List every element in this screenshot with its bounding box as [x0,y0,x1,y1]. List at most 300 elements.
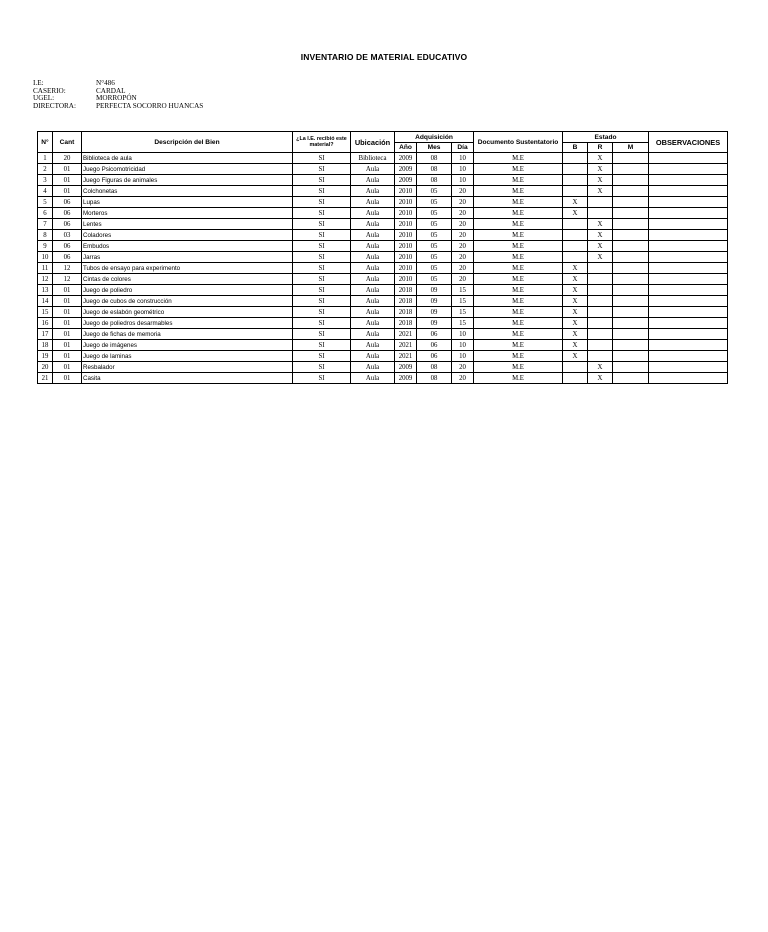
cell-dia: 20 [452,274,474,285]
cell-ubicacion: Aula [351,230,395,241]
cell-dia: 10 [452,175,474,186]
cell-ubicacion: Biblioteca [351,153,395,164]
cell-anio: 2009 [395,362,417,373]
cell-description: Juego de imágenes [82,340,293,351]
cell-documento: M.E [474,351,563,362]
cell-num: 21 [38,373,53,384]
cell-estado-m [613,197,649,208]
cell-estado-b: X [563,318,588,329]
cell-description: Coladores [82,230,293,241]
cell-documento: M.E [474,263,563,274]
cell-documento: M.E [474,208,563,219]
header-cant: Cant [53,132,82,153]
cell-mes: 05 [417,186,452,197]
cell-documento: M.E [474,175,563,186]
header-estado: Estado [563,132,649,143]
cell-recibio: SI [293,296,351,307]
cell-estado-r [588,340,613,351]
cell-estado-r [588,285,613,296]
cell-dia: 20 [452,197,474,208]
cell-estado-m [613,296,649,307]
cell-num: 10 [38,252,53,263]
cell-recibio: SI [293,351,351,362]
cell-mes: 09 [417,307,452,318]
header-description: Descripción del Bien [82,132,293,153]
cell-estado-m [613,373,649,384]
cell-documento: M.E [474,307,563,318]
cell-estado-r: X [588,230,613,241]
cell-estado-b [563,241,588,252]
cell-estado-b [563,186,588,197]
cell-description: Tubos de ensayo para experimento [82,263,293,274]
cell-ubicacion: Aula [351,362,395,373]
cell-estado-r [588,318,613,329]
cell-num: 8 [38,230,53,241]
cell-estado-r: X [588,175,613,186]
cell-observaciones [649,362,728,373]
cell-mes: 05 [417,230,452,241]
cell-ubicacion: Aula [351,351,395,362]
cell-ubicacion: Aula [351,164,395,175]
cell-recibio: SI [293,197,351,208]
cell-num: 1 [38,153,53,164]
cell-estado-m [613,307,649,318]
cell-description: Juego de cubos de construcción [82,296,293,307]
cell-anio: 2021 [395,329,417,340]
cell-recibio: SI [293,208,351,219]
cell-estado-b [563,252,588,263]
header-num: N° [38,132,53,153]
cell-observaciones [649,219,728,230]
cell-estado-b: X [563,307,588,318]
cell-description: Casita [82,373,293,384]
cell-recibio: SI [293,175,351,186]
cell-anio: 2009 [395,373,417,384]
cell-dia: 15 [452,296,474,307]
cell-estado-b: X [563,263,588,274]
cell-estado-m [613,153,649,164]
cell-observaciones [649,329,728,340]
cell-estado-r [588,307,613,318]
cell-dia: 20 [452,373,474,384]
cell-anio: 2018 [395,307,417,318]
cell-recibio: SI [293,362,351,373]
cell-mes: 06 [417,340,452,351]
cell-mes: 09 [417,285,452,296]
table-row [38,153,728,164]
cell-anio: 2010 [395,208,417,219]
header-mes: Mes [417,143,452,153]
cell-anio: 2018 [395,296,417,307]
cell-cant: 01 [53,175,82,186]
cell-ubicacion: Aula [351,219,395,230]
cell-mes: 09 [417,318,452,329]
cell-estado-r: X [588,153,613,164]
cell-anio: 2010 [395,252,417,263]
cell-anio: 2010 [395,186,417,197]
cell-num: 17 [38,329,53,340]
cell-observaciones [649,274,728,285]
cell-ubicacion: Aula [351,296,395,307]
cell-ubicacion: Aula [351,329,395,340]
cell-estado-m [613,263,649,274]
cell-recibio: SI [293,241,351,252]
cell-cant: 01 [53,373,82,384]
cell-ubicacion: Aula [351,197,395,208]
cell-estado-m [613,340,649,351]
cell-documento: M.E [474,296,563,307]
cell-ubicacion: Aula [351,307,395,318]
cell-num: 3 [38,175,53,186]
cell-anio: 2018 [395,285,417,296]
cell-observaciones [649,230,728,241]
cell-description: Lentes [82,219,293,230]
info-value: PERFECTA SOCORRO HUANCAS [96,101,204,110]
table-row [38,186,728,197]
cell-estado-b: X [563,329,588,340]
cell-documento: M.E [474,274,563,285]
cell-observaciones [649,351,728,362]
cell-observaciones [649,241,728,252]
cell-cant: 20 [53,153,82,164]
cell-description: Juego Psicomotricidad [82,164,293,175]
cell-dia: 15 [452,307,474,318]
cell-ubicacion: Aula [351,252,395,263]
cell-observaciones [649,263,728,274]
cell-estado-r [588,197,613,208]
cell-cant: 06 [53,219,82,230]
cell-documento: M.E [474,197,563,208]
cell-dia: 10 [452,340,474,351]
header-dia: Día [452,143,474,153]
cell-estado-m [613,252,649,263]
cell-num: 7 [38,219,53,230]
cell-estado-r [588,274,613,285]
cell-observaciones [649,285,728,296]
cell-documento: M.E [474,230,563,241]
cell-estado-r: X [588,373,613,384]
cell-mes: 05 [417,263,452,274]
cell-documento: M.E [474,186,563,197]
cell-description: Juego de poliedro [82,285,293,296]
cell-description: Juego de laminas [82,351,293,362]
cell-recibio: SI [293,274,351,285]
cell-estado-b: X [563,197,588,208]
cell-documento: M.E [474,373,563,384]
cell-cant: 06 [53,241,82,252]
cell-estado-r: X [588,252,613,263]
cell-estado-b [563,219,588,230]
cell-estado-b: X [563,296,588,307]
cell-ubicacion: Aula [351,373,395,384]
header-ubicacion: Ubicación [351,132,395,153]
cell-estado-b [563,373,588,384]
cell-estado-b [563,175,588,186]
cell-num: 9 [38,241,53,252]
info-label: I.E: [33,79,44,87]
cell-estado-m [613,351,649,362]
cell-documento: M.E [474,340,563,351]
cell-estado-r [588,263,613,274]
cell-mes: 08 [417,175,452,186]
cell-description: Juego de eslabón geométrico [82,307,293,318]
cell-estado-b [563,362,588,373]
cell-anio: 2009 [395,164,417,175]
cell-num: 16 [38,318,53,329]
table-row [38,252,728,263]
document-title: INVENTARIO DE MATERIAL EDUCATIVO [300,52,468,62]
inventory-body [38,153,728,384]
cell-documento: M.E [474,252,563,263]
cell-recibio: SI [293,219,351,230]
cell-ubicacion: Aula [351,208,395,219]
cell-dia: 10 [452,164,474,175]
cell-recibio: SI [293,307,351,318]
info-label: DIRECTORA: [33,101,76,110]
cell-anio: 2018 [395,318,417,329]
cell-num: 13 [38,285,53,296]
cell-recibio: SI [293,340,351,351]
cell-description: Morteros [82,208,293,219]
table-row [38,307,728,318]
cell-description: Embudos [82,241,293,252]
cell-num: 2 [38,164,53,175]
cell-description: Resbalador [82,362,293,373]
cell-estado-b: X [563,340,588,351]
cell-mes: 05 [417,208,452,219]
cell-estado-r: X [588,186,613,197]
table-row [38,329,728,340]
cell-estado-m [613,362,649,373]
cell-estado-m [613,329,649,340]
cell-dia: 20 [452,219,474,230]
table-row [38,241,728,252]
cell-estado-r [588,329,613,340]
header-observaciones: OBSERVACIONES [649,132,728,153]
cell-recibio: SI [293,186,351,197]
cell-mes: 06 [417,329,452,340]
cell-cant: 06 [53,208,82,219]
cell-dia: 20 [452,263,474,274]
cell-cant: 01 [53,340,82,351]
cell-description: Cintas de colores [82,274,293,285]
cell-num: 6 [38,208,53,219]
cell-estado-m [613,208,649,219]
cell-ubicacion: Aula [351,340,395,351]
cell-description: Colchonetas [82,186,293,197]
cell-mes: 08 [417,153,452,164]
cell-anio: 2010 [395,230,417,241]
cell-description: Jarras [82,252,293,263]
cell-cant: 01 [53,186,82,197]
cell-dia: 15 [452,318,474,329]
cell-num: 15 [38,307,53,318]
cell-anio: 2021 [395,340,417,351]
header-b: B [563,143,588,153]
info-value: CARDAL [96,86,126,95]
cell-documento: M.E [474,219,563,230]
cell-observaciones [649,340,728,351]
info-value: MORROPÓN [96,94,137,103]
cell-observaciones [649,175,728,186]
info-label: UGEL: [33,94,55,103]
cell-documento: M.E [474,285,563,296]
cell-estado-b [563,153,588,164]
cell-dia: 20 [452,241,474,252]
cell-description: Juego de fichas de memoria [82,329,293,340]
cell-cant: 01 [53,296,82,307]
cell-recibio: SI [293,285,351,296]
cell-anio: 2010 [395,263,417,274]
cell-mes: 05 [417,274,452,285]
cell-documento: M.E [474,241,563,252]
cell-documento: M.E [474,329,563,340]
cell-dia: 10 [452,351,474,362]
cell-mes: 05 [417,252,452,263]
cell-cant: 01 [53,318,82,329]
cell-anio: 2010 [395,241,417,252]
cell-estado-m [613,241,649,252]
cell-observaciones [649,296,728,307]
header-r: R [588,143,613,153]
cell-estado-m [613,175,649,186]
cell-estado-m [613,219,649,230]
cell-num: 12 [38,274,53,285]
cell-estado-m [613,186,649,197]
header-adquisicion: Adquisición [395,132,474,143]
cell-num: 11 [38,263,53,274]
table-row [38,296,728,307]
cell-ubicacion: Aula [351,285,395,296]
cell-estado-r: X [588,241,613,252]
cell-num: 4 [38,186,53,197]
cell-documento: M.E [474,153,563,164]
cell-observaciones [649,197,728,208]
cell-anio: 2010 [395,197,417,208]
cell-dia: 20 [452,230,474,241]
cell-documento: M.E [474,164,563,175]
school-info [33,80,203,110]
cell-documento: M.E [474,362,563,373]
cell-cant: 01 [53,362,82,373]
cell-estado-r: X [588,362,613,373]
header-recibio: ¿La I.E. recibió este material? [293,132,351,153]
cell-num: 14 [38,296,53,307]
cell-description: Juego de poliedros desarmables [82,318,293,329]
cell-ubicacion: Aula [351,263,395,274]
cell-observaciones [649,318,728,329]
cell-mes: 08 [417,362,452,373]
cell-anio: 2009 [395,175,417,186]
cell-dia: 20 [452,362,474,373]
cell-cant: 06 [53,252,82,263]
cell-recibio: SI [293,263,351,274]
cell-mes: 05 [417,241,452,252]
cell-anio: 2010 [395,219,417,230]
cell-observaciones [649,373,728,384]
cell-anio: 2021 [395,351,417,362]
cell-dia: 10 [452,329,474,340]
cell-mes: 05 [417,219,452,230]
cell-description: Biblioteca de aula [82,153,293,164]
cell-anio: 2010 [395,274,417,285]
cell-recibio: SI [293,153,351,164]
table-row [38,340,728,351]
cell-num: 19 [38,351,53,362]
table-row [38,208,728,219]
table-row [38,362,728,373]
cell-mes: 08 [417,164,452,175]
cell-estado-b: X [563,208,588,219]
cell-cant: 01 [53,285,82,296]
cell-ubicacion: Aula [351,175,395,186]
cell-observaciones [649,153,728,164]
table-row [38,373,728,384]
cell-num: 20 [38,362,53,373]
cell-estado-b: X [563,285,588,296]
cell-mes: 09 [417,296,452,307]
cell-estado-r [588,296,613,307]
header-row [38,132,728,143]
cell-estado-m [613,164,649,175]
cell-mes: 08 [417,373,452,384]
table-row [38,164,728,175]
table-row [38,351,728,362]
cell-observaciones [649,164,728,175]
cell-estado-m [613,274,649,285]
cell-cant: 06 [53,197,82,208]
cell-estado-b [563,230,588,241]
cell-observaciones [649,208,728,219]
cell-cant: 01 [53,164,82,175]
header-documento: Documento Sustentatorio [474,132,563,153]
cell-recibio: SI [293,329,351,340]
cell-dia: 15 [452,285,474,296]
cell-recibio: SI [293,252,351,263]
cell-num: 18 [38,340,53,351]
cell-recibio: SI [293,318,351,329]
cell-estado-b: X [563,274,588,285]
table-row [38,318,728,329]
cell-num: 5 [38,197,53,208]
cell-dia: 20 [452,252,474,263]
cell-cant: 03 [53,230,82,241]
cell-observaciones [649,252,728,263]
inventory-table [37,131,728,384]
cell-recibio: SI [293,373,351,384]
cell-dia: 20 [452,186,474,197]
table-row [38,197,728,208]
cell-estado-r [588,208,613,219]
cell-description: Lupas [82,197,293,208]
cell-observaciones [649,186,728,197]
cell-ubicacion: Aula [351,274,395,285]
info-value: N°486 [96,79,115,87]
cell-mes: 05 [417,197,452,208]
cell-ubicacion: Aula [351,241,395,252]
header-anio: Año [395,143,417,153]
cell-dia: 10 [452,153,474,164]
cell-recibio: SI [293,164,351,175]
cell-mes: 06 [417,351,452,362]
cell-cant: 01 [53,329,82,340]
table-row [38,285,728,296]
info-label: CASERIO: [33,86,66,95]
cell-estado-r: X [588,219,613,230]
cell-estado-r: X [588,164,613,175]
table-row [38,219,728,230]
cell-cant: 01 [53,307,82,318]
